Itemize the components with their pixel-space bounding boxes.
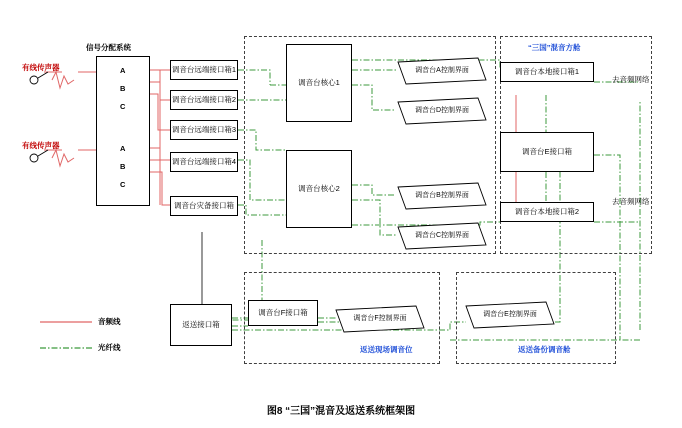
e-control-surface-label: 调音台E控制界面 [483,311,537,318]
dist-group2-row-b: B [120,162,126,171]
local-cabinet-1[interactable]: 调音台本地接口箱1 [500,62,594,82]
local-cabinet-2[interactable]: 调音台本地接口箱2 [500,202,594,222]
control-surface-d[interactable] [398,98,486,124]
remote-cabinet-2[interactable]: 调音台远端接口箱2 [170,90,238,110]
mixer-core-1[interactable]: 调音台核心1 [286,44,352,122]
control-surface-a[interactable] [398,58,486,84]
control-surface-b[interactable] [398,183,486,209]
remote-cabinet-4[interactable]: 调音台远端接口箱4 [170,152,238,172]
source-label-2: 有线传声器 [22,141,60,150]
distribution-title: 信号分配系统 [86,43,131,52]
f-control-surface-label: 调音台F控制界面 [353,315,407,322]
f-cabinet[interactable]: 调音台F接口箱 [248,300,318,326]
dist-group2-row-a: A [120,144,126,153]
control-surface-b-label: 调音台B控制界面 [415,192,469,199]
control-surface-d-label: 调音台D控制界面 [414,107,470,114]
dist-group1-row-a: A [120,66,126,75]
dist-group1-row-c: C [120,102,126,111]
f-control-surface[interactable] [336,306,424,332]
dist-group2-row-c: C [120,180,126,189]
control-surface-c[interactable] [398,223,486,249]
remote-cabinet-backup[interactable]: 调音台灾备接口箱 [170,196,238,216]
return-site-label: 返送现场调音位 [360,345,413,354]
legend-audio-label: 音频线 [98,317,121,326]
mixer-core-2[interactable]: 调音台核心2 [286,150,352,228]
return-cabinet[interactable]: 返送接口箱 [170,304,232,346]
control-surface-c-label: 调音台C控制界面 [414,232,470,239]
e-cabinet[interactable]: 调音台E接口箱 [500,132,594,172]
source-label-1: 有线传声器 [22,63,60,72]
e-control-surface[interactable] [466,302,554,328]
legend-fiber-label: 光纤线 [98,343,121,352]
return-backup-label: 返送备份调音舱 [518,345,571,354]
dist-group1-row-b: B [120,84,126,93]
audio-network-1: 去音频网络 [612,75,650,84]
remote-cabinet-1[interactable]: 调音台远端接口箱1 [170,60,238,80]
remote-cabinet-3[interactable]: 调音台远端接口箱3 [170,120,238,140]
audio-network-2: 去音频网络 [612,197,650,206]
figure-caption: 图8 “三国”混音及返送系统框架图 [266,406,416,417]
mixing-room-title: “三国”混音方舱 [528,43,581,52]
control-surface-a-label: 调音台A控制界面 [415,67,469,74]
